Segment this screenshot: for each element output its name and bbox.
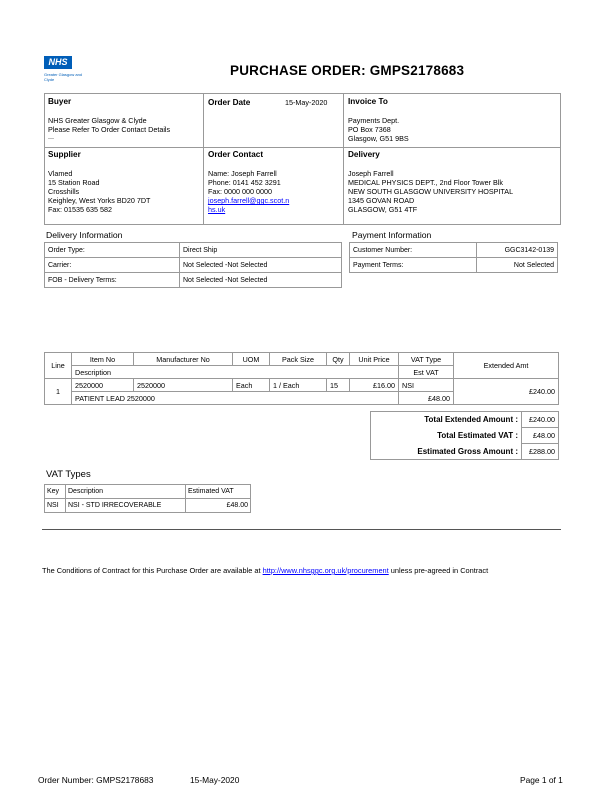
footer-date: 15-May-2020	[190, 775, 240, 785]
table-row: 1 2520000 2520000 Each 1 / Each 15 £16.00 NSI £240.00	[45, 379, 559, 392]
supplier-label: Supplier	[48, 150, 81, 159]
table-header-row: Key Description Estimated VAT	[45, 485, 251, 499]
order-header-box	[44, 93, 561, 225]
table-row: FOB - Delivery Terms: Not Selected -Not Selected	[45, 273, 342, 288]
order-date-label: Order Date	[208, 98, 251, 107]
contact-email-link[interactable]: joseph.farrell@ggc.scot.n hs.uk	[208, 196, 290, 214]
order-date-value: 15-May-2020	[285, 98, 328, 107]
total-row: Total Estimated VAT : £48.00	[371, 428, 559, 444]
total-row: Estimated Gross Amount : £288.00	[371, 444, 559, 460]
table-row: Order Type: Direct Ship	[45, 243, 342, 258]
footer-order-number: Order Number: GMPS2178683	[38, 775, 154, 785]
invoice-to-address: Payments Dept. PO Box 7368 Glasgow, G51 9BS	[348, 116, 409, 143]
buyer-address: NHS Greater Glasgow & Clyde Please Refer To Order Contact Details ...	[48, 116, 171, 141]
total-row: Total Extended Amount : £240.00	[371, 412, 559, 428]
supplier-address: Vlamed 15 Station Road Crosshills Keighley, West Yorks BD20 7DT Fax: 01535 635 582	[48, 169, 151, 214]
table-row: Customer Number: GGC3142-0139	[350, 243, 558, 258]
table-row: NSI NSI - STD IRRECOVERABLE £48.00	[45, 499, 251, 513]
table-row: Carrier: Not Selected -Not Selected	[45, 258, 342, 273]
delivery-label: Delivery	[348, 150, 380, 159]
buyer-label: Buyer	[48, 97, 72, 106]
delivery-address: Joseph Farrell MEDICAL PHYSICS DEPT., 2nd Floor Tower Blk NEW SOUTH GLASGOW UNIVERSITY HOSPITAL 1345 GOVAN ROAD GLASGOW, G51 4TF	[348, 169, 514, 214]
footer-page-number: Page 1 of 1	[520, 775, 563, 785]
delivery-info-title: Delivery Information	[46, 230, 123, 240]
nhs-logo	[40, 56, 84, 90]
table-header-row: Description Est VAT	[45, 366, 559, 379]
nhs-logo-subtitle: Greater Glasgow and Clyde	[44, 72, 83, 82]
order-contact-details: Name: Joseph Farrell Phone: 0141 452 3291 Fax: 0000 000 0000 joseph.farrell@ggc.scot.n hs.uk	[208, 169, 290, 214]
line-items-table	[44, 352, 559, 405]
conditions-text: The Conditions of Contract for this Purchase Order are available at http://www.nhsggc.org.uk/procurement unless pre-agreed in Contract	[42, 566, 489, 575]
nhs-logo-mark: NHS	[44, 56, 72, 69]
order-contact-label: Order Contact	[208, 150, 264, 159]
table-header-row: Line Item No Manufacturer No UOM Pack Size Qty Unit Price VAT Type Extended Amt	[45, 353, 559, 366]
table-row: PATIENT LEAD 2520000 £48.00	[45, 392, 559, 405]
vat-types-table	[44, 484, 251, 513]
table-row: Payment Terms: Not Selected	[350, 258, 558, 273]
page-title: PURCHASE ORDER: GMPS2178683	[230, 63, 465, 78]
invoice-to-label: Invoice To	[348, 97, 388, 106]
delivery-info-table	[44, 242, 342, 288]
procurement-link[interactable]: http://www.nhsggc.org.uk/procurement	[262, 566, 389, 575]
divider	[42, 529, 561, 530]
payment-info-title: Payment Information	[352, 230, 432, 240]
vat-types-title: VAT Types	[46, 469, 91, 480]
totals-table	[370, 411, 559, 460]
payment-info-table	[349, 242, 558, 273]
